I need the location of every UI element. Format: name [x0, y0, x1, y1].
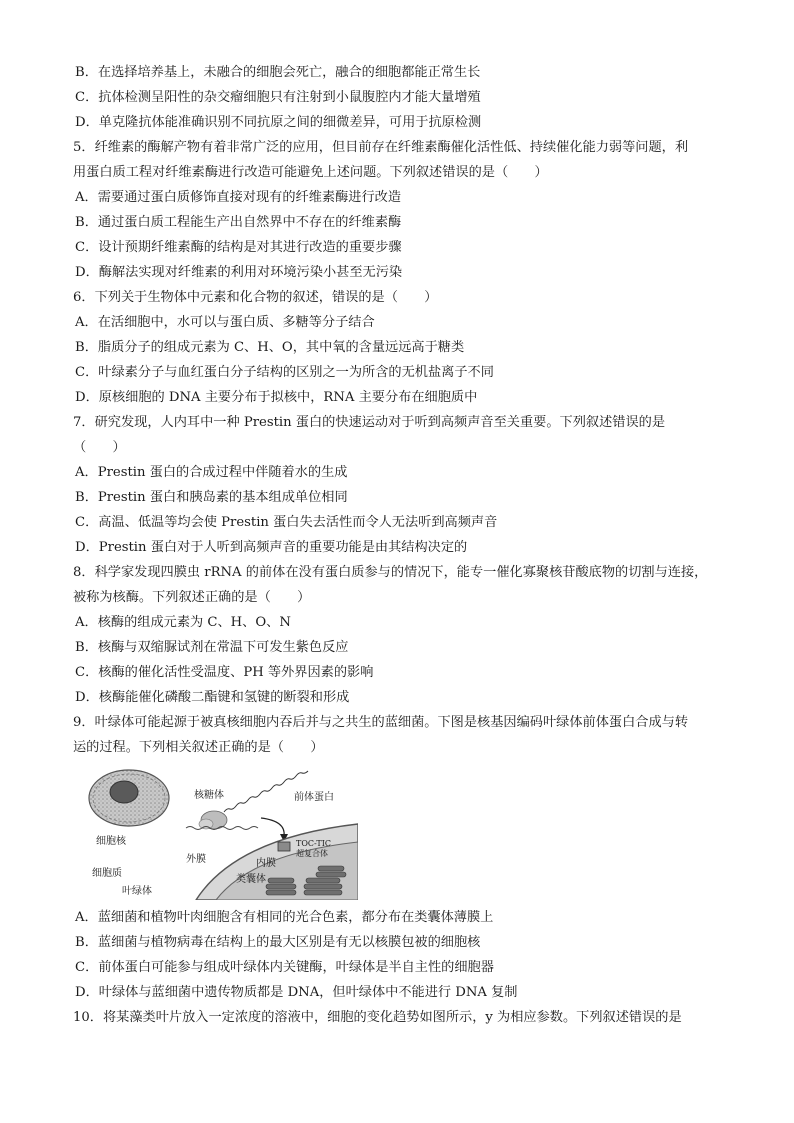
chloroplast-shape — [196, 824, 358, 900]
q5-option-d: D．酶解法实现对纤维素的利用对环境污染小甚至无污染 — [75, 265, 403, 280]
q8-stem-line2: 被称为核酶。下列叙述正确的是（ ） — [73, 590, 311, 605]
q9-stem-line2: 运的过程。下列相关叙述正确的是（ ） — [73, 740, 324, 755]
q7-stem-line1: 7．研究发现，人内耳中一种 Prestin 蛋白的快速运动对于听到高频声音至关重要。下列叙述错误的是 — [73, 415, 666, 430]
q8-option-c: C．核酶的催化活性受温度、PH 等外界因素的影响 — [75, 665, 374, 680]
q9-stem-line1: 9．叶绿体可能起源于被真核细胞内吞后并与之共生的蓝细菌。下图是核基因编码叶绿体前体蛋白合成与转 — [73, 715, 689, 730]
label-chloroplast: 叶绿体 — [122, 886, 152, 897]
q7-option-d: D．Prestin 蛋白对于人听到高频声音的重要功能是由其结构决定的 — [75, 540, 468, 555]
q6-option-a: A．在活细胞中，水可以与蛋白质、多糖等分子结合 — [75, 315, 375, 330]
q8-option-b: B．核酶与双缩脲试剂在常温下可发生紫色反应 — [75, 640, 349, 655]
q9-option-a: A．蓝细菌和植物叶肉细胞含有相同的光合色素，都分布在类囊体薄膜上 — [75, 910, 494, 925]
label-ribosome: 核糖体 — [194, 790, 224, 801]
q6-option-b: B．脂质分子的组成元素为 C、H、O，其中氧的含量远远高于糖类 — [75, 340, 465, 355]
q8-stem-line1: 8．科学家发现四膜虫 rRNA 的前体在没有蛋白质参与的情况下，能专一催化寡聚核苷酸底物的切割与连接， — [73, 565, 708, 580]
mrna-line — [186, 827, 258, 830]
label-inner-membrane: 内膜 — [256, 858, 276, 869]
toc-tic-complex-shape — [278, 842, 290, 851]
q6-stem: 6．下列关于生物体中元素和化合物的叙述，错误的是（ ） — [73, 290, 438, 305]
q7-stem-line2: （ ） — [73, 440, 126, 455]
nucleus-shape — [89, 770, 169, 826]
q8-option-d: D．核酶能催化磷酸二酯键和氢键的断裂和形成 — [75, 690, 350, 705]
label-outer-membrane: 外膜 — [186, 854, 206, 865]
label-precursor-protein: 前体蛋白 — [294, 792, 334, 803]
q7-option-a: A．Prestin 蛋白的合成过程中伴随着水的生成 — [75, 465, 348, 480]
transport-arrow — [261, 818, 284, 836]
q5-option-b: B．通过蛋白质工程能生产出自然界中不存在的纤维素酶 — [75, 215, 402, 230]
q5-option-c: C．设计预期纤维素酶的结构是对其进行改造的重要步骤 — [75, 240, 402, 255]
q5-stem-line1: 5．纤维素的酶解产物有着非常广泛的应用，但目前存在纤维素酶催化活性低、持续催化能力弱等问题，利 — [73, 140, 689, 155]
q10-stem-line1: 10．将某藻类叶片放入一定浓度的溶液中，细胞的变化趋势如图所示，y 为相应参数。下列叙述错误的是 — [73, 1010, 682, 1025]
figure-svg — [86, 766, 358, 900]
chloroplast-transport-figure — [86, 766, 358, 900]
label-cytoplasm: 细胞质 — [92, 868, 122, 879]
q9-option-c: C．前体蛋白可能参与组成叶绿体内关键酶，叶绿体是半自主性的细胞器 — [75, 960, 494, 975]
q9-option-d: D．叶绿体与蓝细菌中遗传物质都是 DNA，但叶绿体中不能进行 DNA 复制 — [75, 985, 518, 1000]
label-thylakoid: 类囊体 — [236, 874, 266, 885]
q5-stem-line2: 用蛋白质工程对纤维素酶进行改造可能避免上述问题。下列叙述错误的是（ ） — [73, 165, 548, 180]
q5-option-a: A．需要通过蛋白质修饰直接对现有的纤维素酶进行改造 — [75, 190, 402, 205]
q6-option-d: D．原核细胞的 DNA 主要分布于拟核中，RNA 主要分布在细胞质中 — [75, 390, 478, 405]
q4-option-c: C．抗体检测呈阳性的杂交瘤细胞只有注射到小鼠腹腔内才能大量增殖 — [75, 90, 481, 105]
label-nucleus: 细胞核 — [96, 836, 126, 847]
q9-option-b: B．蓝细菌与植物病毒在结构上的最大区别是有无以核膜包被的细胞核 — [75, 935, 481, 950]
label-complex: 超复合体 — [296, 849, 328, 858]
q6-option-c: C．叶绿素分子与血红蛋白分子结构的区别之一为所含的无机盐离子不同 — [75, 365, 494, 380]
q4-option-b: B．在选择培养基上，未融合的细胞会死亡，融合的细胞都能正常生长 — [75, 65, 481, 80]
q7-option-c: C．高温、低温等均会使 Prestin 蛋白失去活性而令人无法听到高频声音 — [75, 515, 498, 530]
q8-option-a: A．核酶的组成元素为 C、H、O、N — [75, 615, 291, 630]
q7-option-b: B．Prestin 蛋白和胰岛素的基本组成单位相同 — [75, 490, 348, 505]
q4-option-d: D．单克隆抗体能准确识别不同抗原之间的细微差异，可用于抗原检测 — [75, 115, 482, 130]
label-toc-tic: TOC-TIC — [296, 839, 332, 848]
